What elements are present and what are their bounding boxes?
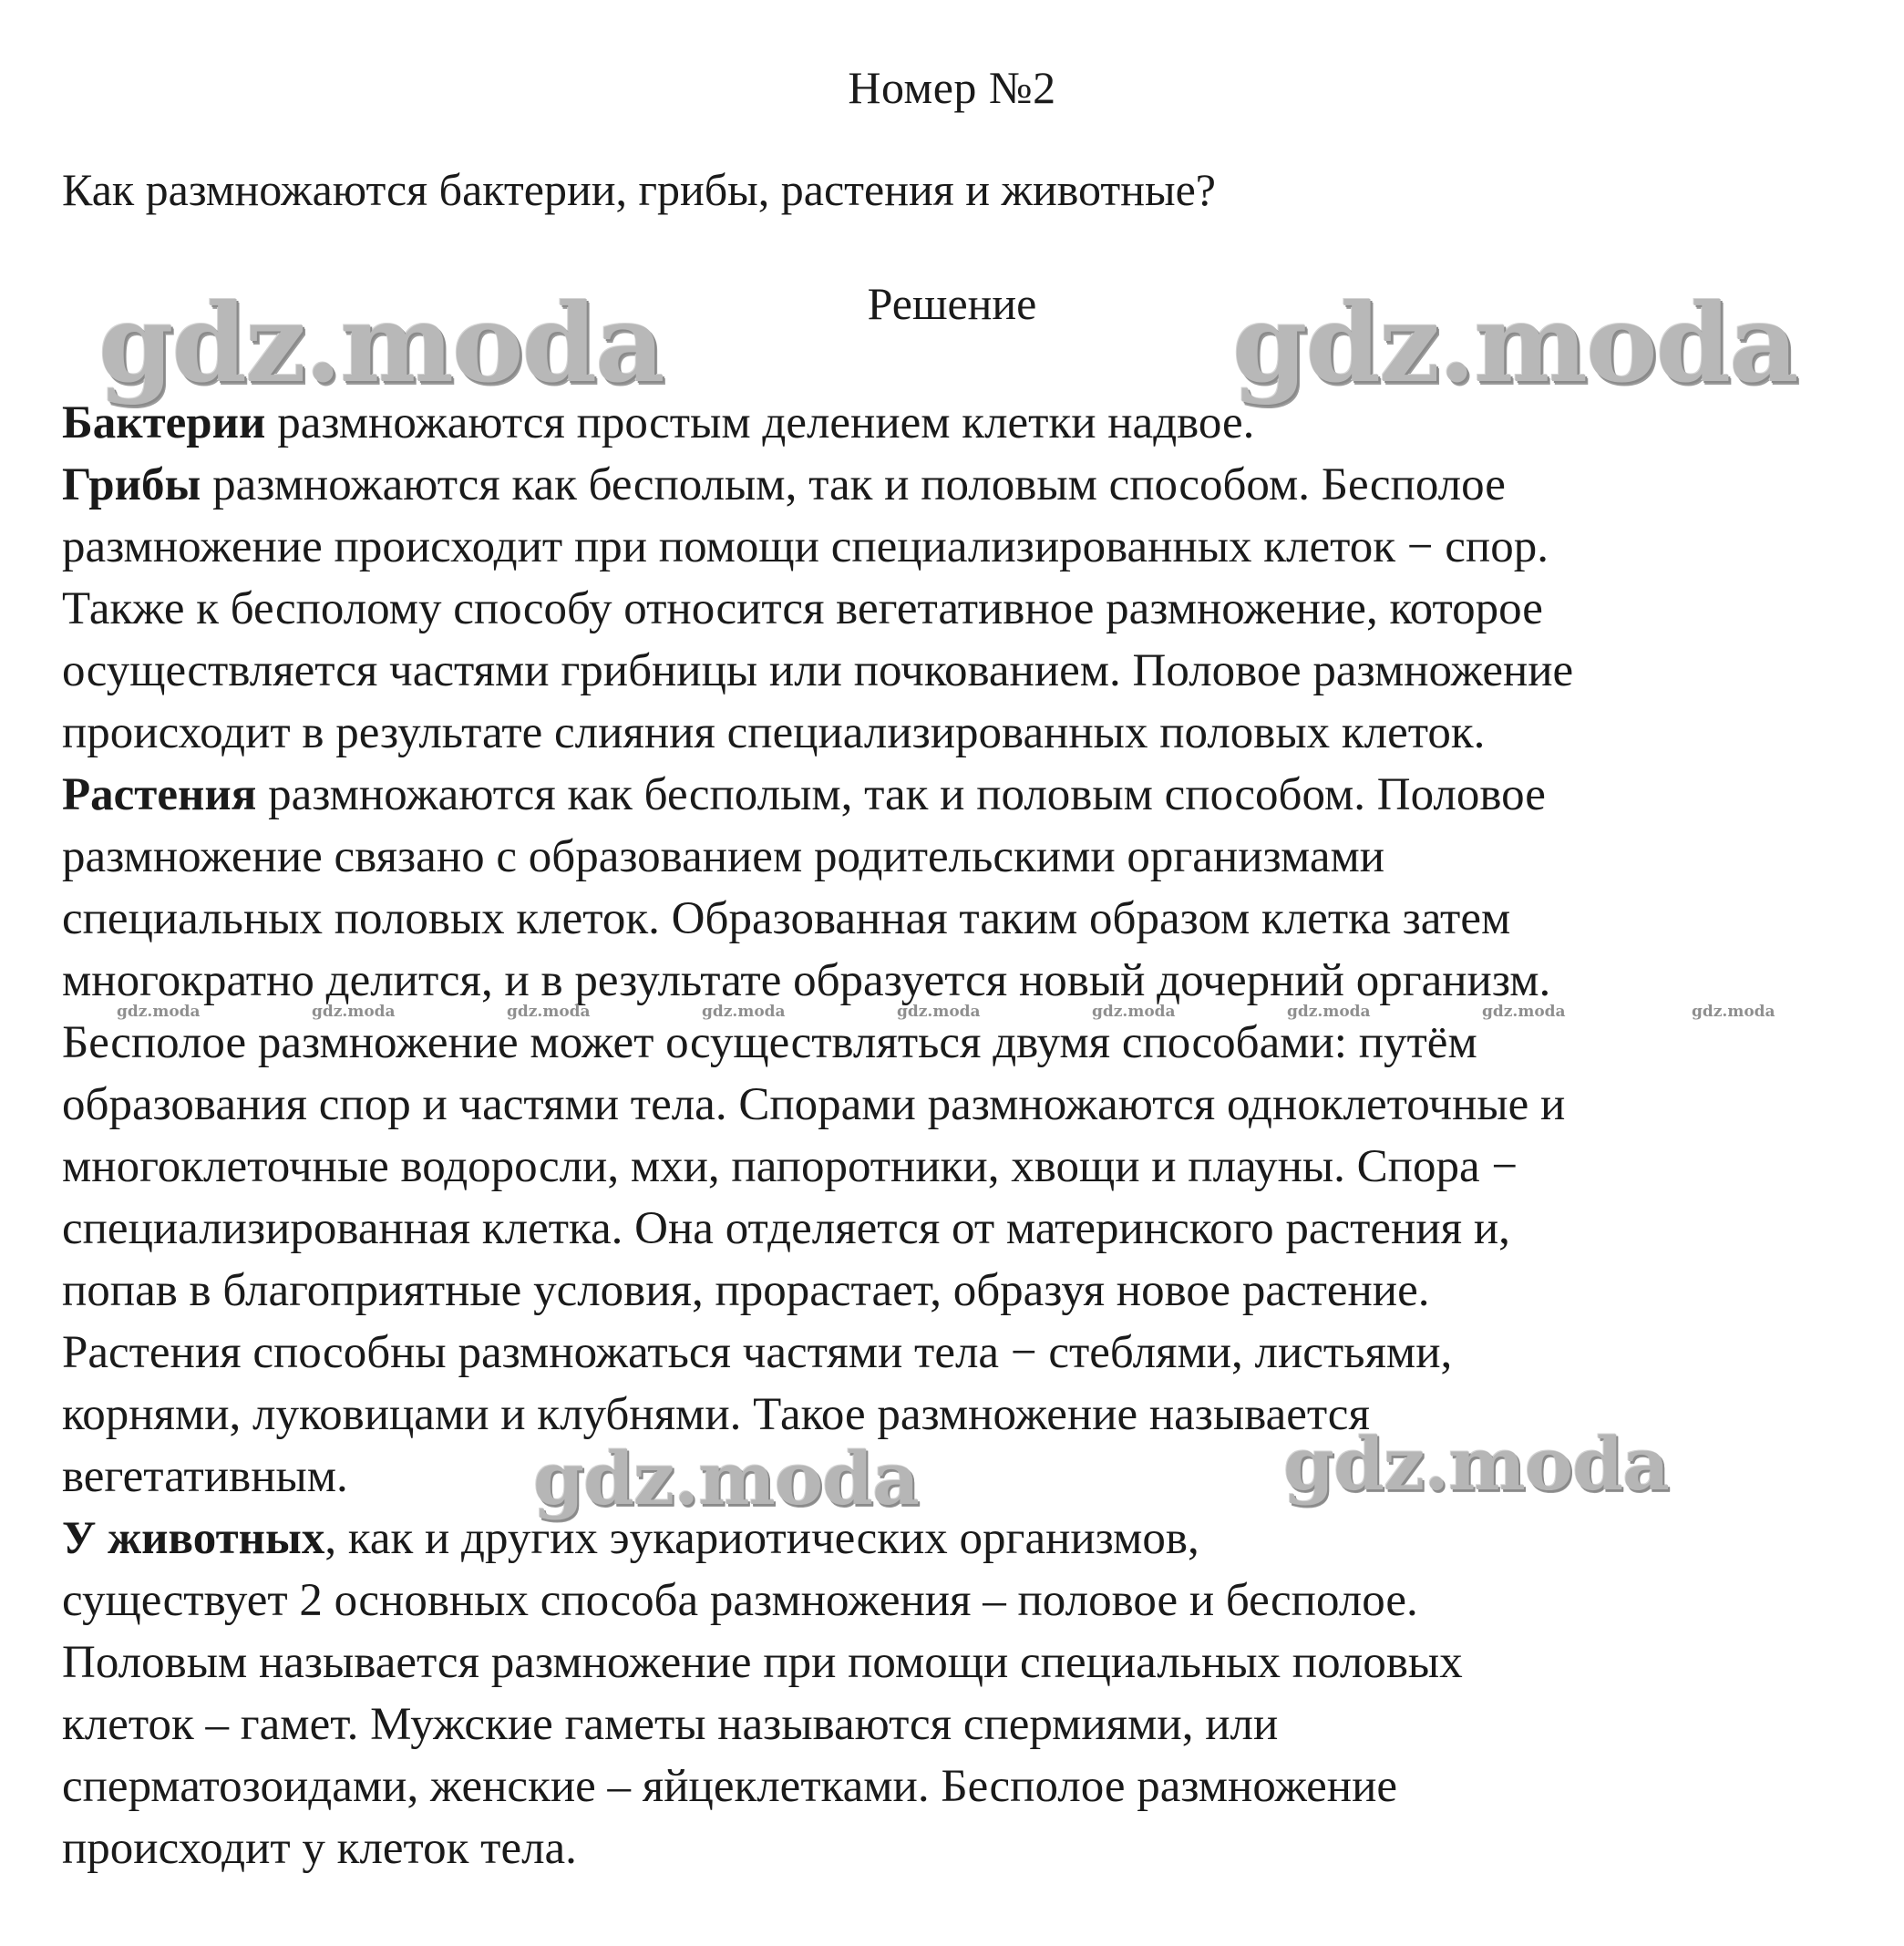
answer-line: [62, 1198, 1885, 1260]
answer-line-text: размножаются как бесполым, так и половым способом. Бесполое: [201, 459, 1506, 510]
answer-line-text: Половым называется размножение при помощи специальных половых: [62, 1637, 1463, 1688]
watermark-logo-small: gdz.moda: [897, 1003, 981, 1021]
answer-line-text: существует 2 основных способа размножения – половое и бесполое.: [62, 1575, 1418, 1626]
answer-line-text: Также к бесполому способу относится вегетативное размножение, которое: [62, 583, 1543, 634]
answer-line: [62, 764, 1885, 826]
watermark-logo-small: gdz.moda: [1692, 1003, 1775, 1021]
answer-line: [62, 888, 1885, 950]
watermark-logo: gdz.moda: [1232, 280, 1797, 407]
answer-line: [62, 702, 1885, 764]
question-text: Как размножаются бактерии, грибы, растения и животные?: [62, 164, 1216, 215]
answer-line: [62, 1012, 1885, 1074]
answer-line: [62, 950, 1885, 1012]
answer-line-text: корнями, луковицами и клубнями. Такое размножение называется: [62, 1389, 1370, 1440]
page-title: Номер №2: [848, 62, 1056, 113]
answer-line: [62, 454, 1885, 516]
watermark-logo: gdz.moda: [1283, 1421, 1669, 1507]
answer-line-text: происходит в результате слияния специализированных половых клеток.: [62, 707, 1486, 758]
answer-term: Растения: [62, 769, 257, 820]
answer-line-text: , как и других эукариотических организмов,: [324, 1513, 1199, 1564]
answer-line: [62, 1694, 1885, 1756]
answer-line: [62, 640, 1885, 702]
answer-line: [62, 826, 1885, 888]
watermark-logo-small: gdz.moda: [1482, 1003, 1566, 1021]
answer-line: [62, 1384, 1885, 1446]
answer-line-text: вегетативным.: [62, 1451, 348, 1502]
answer-line-text: образования спор и частями тела. Спорами размножаются одноклеточные и: [62, 1079, 1566, 1130]
answer-line: [62, 392, 1885, 454]
watermark-logo: gdz.moda: [533, 1436, 919, 1521]
answer-line: [62, 578, 1885, 640]
answer-line-text: клеток – гамет. Мужские гаметы называются спермиями, или: [62, 1699, 1279, 1750]
answer-line: [62, 1756, 1885, 1817]
answer-line: [62, 1260, 1885, 1322]
watermark-logo: gdz.moda: [98, 280, 664, 407]
answer-line: [62, 1322, 1885, 1384]
watermark-logo-small: gdz.moda: [117, 1003, 201, 1021]
answer-line-text: попав в благоприятные условия, прорастает, образуя новое растение.: [62, 1265, 1430, 1316]
watermark-logo-small: gdz.moda: [312, 1003, 396, 1021]
watermark-logo-small: gdz.moda: [1092, 1003, 1176, 1021]
answer-line: [62, 1817, 1885, 1879]
answer-line-text: многоклеточные водоросли, мхи, папоротники, хвощи и плауны. Спора −: [62, 1141, 1518, 1192]
answer-line-text: Растения способны размножаться частями тела − стеблями, листьями,: [62, 1327, 1453, 1378]
watermark-logo-small: gdz.moda: [1287, 1003, 1371, 1021]
answer-term: У животных: [62, 1513, 325, 1564]
answer-line: [62, 516, 1885, 578]
answer-line-text: происходит у клеток тела.: [62, 1823, 577, 1874]
watermark-logo-small: gdz.moda: [702, 1003, 786, 1021]
answer-line: [62, 1508, 1885, 1570]
answer-line-text: размножение связано с образованием родительскими организмами: [62, 831, 1385, 882]
answer-line-text: осуществляется частями грибницы или почкованием. Половое размножение: [62, 645, 1574, 696]
answer-line-text: сперматозоидами, женские – яйцеклетками. Бесполое размножение: [62, 1761, 1398, 1812]
answer-line-text: специальных половых клеток. Образованная таким образом клетка затем: [62, 893, 1511, 944]
answer-line-text: многократно делится, и в результате образуется новый дочерний организм.: [62, 955, 1551, 1006]
answer-line-text: Бесполое размножение может осуществляться двумя способами: путём: [62, 1017, 1477, 1068]
watermark-logo-small: gdz.moda: [507, 1003, 591, 1021]
answer-line: [62, 1074, 1885, 1136]
answer-line-text: размножение происходит при помощи специализированных клеток − спор.: [62, 521, 1549, 572]
answer-term: Грибы: [62, 459, 201, 510]
answer-line-text: специализированная клетка. Она отделяется от материнского растения и,: [62, 1203, 1510, 1254]
answer-line: [62, 1136, 1885, 1198]
answer-line-text: размножаются как бесполым, так и половым способом. Половое: [256, 769, 1546, 820]
answer-body: [62, 392, 1885, 1879]
solution-heading: Решение: [867, 278, 1037, 329]
answer-line: [62, 1446, 1885, 1508]
answer-term: Бактерии: [62, 397, 266, 448]
answer-line-text: размножаются простым делением клетки надвое.: [265, 397, 1255, 448]
answer-line: [62, 1570, 1885, 1632]
answer-line: [62, 1632, 1885, 1694]
